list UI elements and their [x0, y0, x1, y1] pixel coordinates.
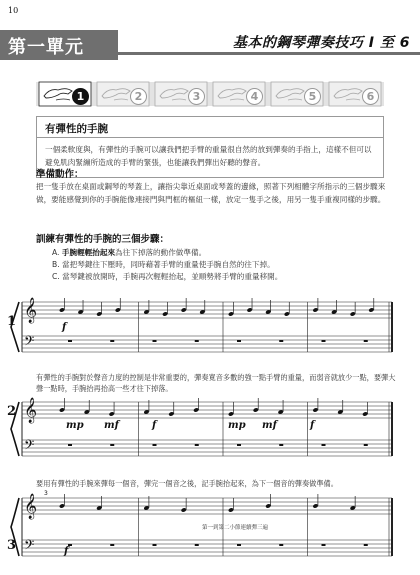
clef-glyph: 𝄞	[24, 398, 38, 423]
clef-glyph: 𝄢	[24, 537, 35, 556]
rest-mark	[68, 444, 72, 446]
exercise-step-b: B. 當把琴鍵往下壓時，同時藉著手臂的重量使手腕自然的往下掉。	[52, 260, 275, 269]
step-5	[270, 78, 324, 108]
grand-staff-3	[0, 490, 420, 575]
preparation-title: 準備動作：	[36, 169, 84, 180]
dynamic-marking: f	[62, 322, 67, 333]
exercise-title: 訓練有彈性的手腕的三個步驟：	[36, 234, 170, 245]
rest-mark	[68, 544, 72, 546]
dynamic-marking: f	[310, 420, 315, 431]
measure-number: 3	[44, 490, 48, 497]
system-number: 3	[7, 538, 17, 553]
step-number-badge: 6	[362, 88, 379, 105]
clef-glyph: 𝄢	[24, 437, 35, 456]
rest-mark	[322, 444, 326, 446]
step-number-badge: 5	[304, 88, 321, 105]
dynamic-marking: mf	[104, 420, 119, 431]
dynamic-marking: f	[64, 546, 69, 557]
chapter-tab	[0, 30, 118, 60]
exercise-step-a: A. 手腕輕輕抬起來為往下掉落的動作做準備。	[52, 248, 207, 257]
step-3	[154, 78, 208, 108]
step-6	[328, 78, 382, 108]
preparation-body: 把一隻手放在桌面或鋼琴的琴蓋上，讓指尖靠近桌面或琴蓋的邊緣，照著下列相體字所指示的三個步驟來做，要能感覺到你的手腕能像連接門與門框的樞紐一樣，放定一隻手之後，用另一隻手重複同樣的步驟。	[36, 182, 386, 204]
rest-mark	[237, 544, 241, 546]
exercise-step-list	[52, 247, 382, 283]
rest-mark	[195, 444, 199, 446]
rest-mark	[279, 444, 283, 446]
system-number: 1	[7, 314, 17, 329]
step-number-badge: 4	[246, 88, 263, 105]
chapter-rule	[118, 52, 420, 55]
rest-mark	[322, 544, 326, 546]
music-system-3	[0, 490, 420, 575]
music-system-1	[0, 290, 420, 366]
rest-mark	[364, 340, 368, 342]
chapter-subtitle: 基本的鋼琴彈奏技巧 I 至 6	[232, 35, 410, 51]
rest-mark	[364, 444, 368, 446]
rest-mark	[279, 340, 283, 342]
rest-mark	[279, 544, 283, 546]
rest-mark	[153, 444, 157, 446]
rest-mark	[110, 340, 114, 342]
rest-mark	[237, 444, 241, 446]
clef-glyph: 𝄢	[24, 333, 35, 352]
caption-1: 有彈性的手腕對於聲音力度的控制是非常重要的，彈奏寬音多數的強一點手臂的重量，而弱音就放少一點，要彈大聲一點時，手腕抬再抬高一些才往下掉落。	[36, 373, 396, 393]
step-2	[96, 78, 150, 108]
topic-title: 有彈性的手腕	[45, 123, 108, 135]
repeat-annotation: 第一到第二小節連續彈三遍	[201, 525, 268, 531]
rest-mark	[153, 544, 157, 546]
step-number-badge: 1	[72, 88, 89, 105]
grand-staff-2	[0, 396, 420, 476]
music-system-2	[0, 396, 420, 476]
rest-mark	[237, 340, 241, 342]
rest-mark	[110, 444, 114, 446]
rest-mark	[195, 544, 199, 546]
clef-glyph: 𝄞	[24, 298, 38, 323]
dynamic-marking: f	[152, 420, 157, 431]
dynamic-marking: mp	[228, 420, 246, 431]
rest-mark	[195, 340, 199, 342]
step-number-badge: 2	[130, 88, 147, 105]
step-4	[212, 78, 266, 108]
chapter-header	[0, 30, 420, 60]
topic-divider	[37, 137, 383, 138]
topic-body: 一個柔軟度與，有彈性的手腕可以讓我們把手臂的重量很自然的放到彈奏的手指上，這樣不但可以避免肌肉緊繃所造成的手臂的緊張，也能讓我們彈出好聽的聲音。	[45, 145, 372, 167]
system-number: 2	[7, 404, 17, 419]
dynamic-marking: mf	[262, 420, 277, 431]
step-1	[38, 78, 92, 108]
topic-box	[36, 116, 384, 178]
rest-mark	[364, 544, 368, 546]
chapter-title: 第一單元	[8, 37, 84, 58]
dynamic-marking: mp	[66, 420, 84, 431]
rest-mark	[68, 340, 72, 342]
step-number-badge: 3	[188, 88, 205, 105]
rest-mark	[153, 340, 157, 342]
rest-mark	[322, 340, 326, 342]
caption-2: 要用有彈性的手腕來彈每一個音，彈完一個音之後，記手腕抬起來，為下一個音的彈奏做準備。	[36, 479, 338, 488]
exercise-step-c: C. 當琴鍵被放開時，手腕再次輕輕抬起，並順勢將手臂的重量移開。	[52, 272, 283, 281]
page-number: 10	[8, 6, 19, 15]
clef-glyph: 𝄞	[24, 494, 38, 519]
rest-mark	[110, 544, 114, 546]
